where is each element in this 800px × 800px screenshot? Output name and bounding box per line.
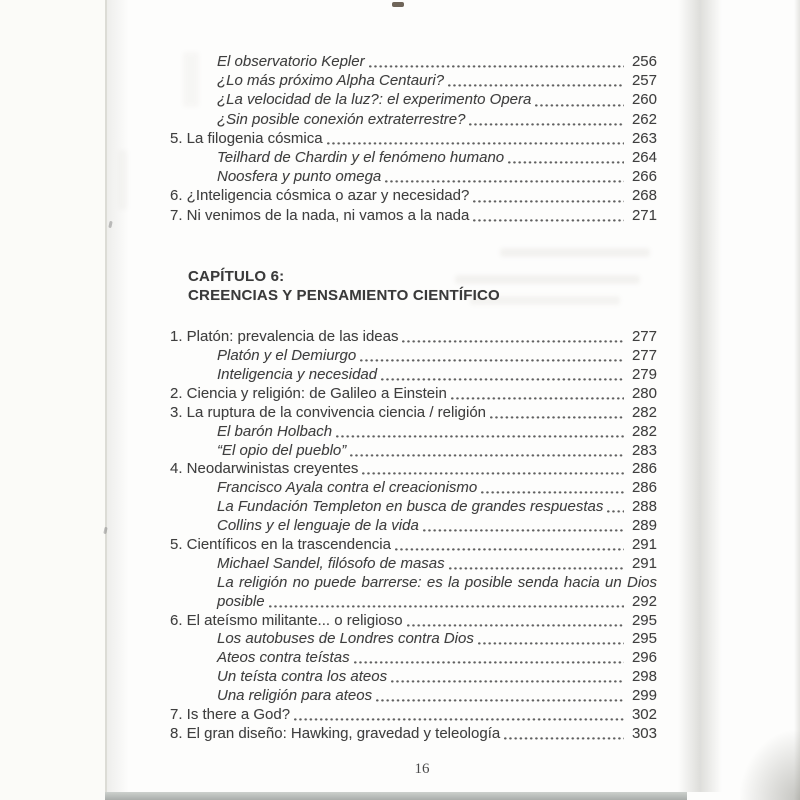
entry-page-number: 291 <box>631 554 657 572</box>
entry-label: 8. El gran diseño: Hawking, gravedad y teleología <box>170 724 501 742</box>
scan-speck <box>392 2 404 7</box>
toc-entry <box>170 442 657 461</box>
toc-entry <box>170 385 657 404</box>
toc-entry <box>170 536 657 555</box>
dot-leader <box>481 479 624 498</box>
entry-label: 6. El ateísmo militante... o religioso <box>170 611 403 629</box>
dot-leader <box>451 385 624 404</box>
toc-entry <box>170 423 657 442</box>
entry-page-number: 299 <box>631 687 657 705</box>
chapter-heading-line2: CREENCIAS Y PENSAMIENTO CIENTÍFICO <box>188 286 500 304</box>
dot-leader <box>607 498 624 517</box>
dot-leader <box>381 366 624 385</box>
entry-label: posible <box>217 592 265 610</box>
toc-entry <box>170 207 657 226</box>
toc-entry <box>170 517 657 536</box>
entry-label: Un teísta contra los ateos <box>217 668 388 686</box>
entry-label: 5. La filogenia cósmica <box>170 129 323 147</box>
scanner-margin <box>0 0 107 800</box>
entry-page-number: 277 <box>631 347 657 365</box>
toc-entry <box>170 187 657 206</box>
toc-entry <box>170 91 657 110</box>
dot-leader <box>504 725 624 744</box>
entry-label: El barón Holbach <box>217 422 333 440</box>
entry-label: Platón y el Demiurgo <box>217 347 357 365</box>
dot-leader <box>469 111 624 130</box>
entry-page-number: 282 <box>631 422 657 440</box>
entry-page-number: 289 <box>631 517 657 535</box>
entry-label: 7. Ni venimos de la nada, ni vamos a la nada <box>170 206 470 224</box>
entry-page-number: 283 <box>631 441 657 459</box>
entry-page-number: 296 <box>631 649 657 667</box>
dot-leader <box>423 517 624 536</box>
toc-entry <box>170 404 657 423</box>
entry-page-number: 264 <box>631 148 657 166</box>
entry-page-number: 263 <box>631 129 657 147</box>
entry-label: ¿Lo más próximo Alpha Centauri? <box>217 72 445 90</box>
entry-page-number: 277 <box>631 328 657 346</box>
bleedthrough-smudge <box>118 150 128 210</box>
dot-leader <box>350 442 624 461</box>
chapter-heading-line1: CAPÍTULO 6: <box>188 268 285 286</box>
entry-page-number: 286 <box>631 460 657 478</box>
toc-top-block <box>170 53 657 226</box>
dot-leader <box>336 423 624 442</box>
entry-page-number: 257 <box>631 72 657 90</box>
page-right-edge <box>794 0 800 800</box>
dot-leader <box>327 130 624 149</box>
dot-leader <box>269 593 624 612</box>
entry-page-number: 260 <box>631 91 657 109</box>
entry-page-number: 298 <box>631 668 657 686</box>
toc-chapter6-block <box>170 328 657 744</box>
entry-page-number: 268 <box>631 187 657 205</box>
entry-label: Teilhard de Chardin y el fenómeno humano <box>217 148 505 166</box>
toc-entry <box>170 630 657 649</box>
entry-label: Michael Sandel, filósofo de masas <box>217 554 445 572</box>
toc-entry <box>170 687 657 706</box>
toc-content <box>170 53 657 744</box>
entry-label: 1. Platón: prevalencia de las ideas <box>170 328 399 346</box>
entry-label: Inteligencia y necesidad <box>217 365 378 383</box>
entry-label: Francisco Ayala contra el creacionismo <box>217 479 478 497</box>
dot-leader <box>490 404 624 423</box>
dot-leader <box>391 668 624 687</box>
entry-page-number: 303 <box>631 724 657 742</box>
toc-entry <box>170 649 657 668</box>
dot-leader <box>376 687 624 706</box>
toc-entry <box>170 111 657 130</box>
corner-shadow <box>740 730 800 800</box>
toc-entry <box>170 168 657 187</box>
entry-label: Los autobuses de Londres contra Dios <box>217 630 474 648</box>
entry-page-number: 279 <box>631 365 657 383</box>
toc-entry <box>170 593 657 612</box>
entry-label: 7. Is there a God? <box>170 706 291 723</box>
toc-entry <box>170 328 657 347</box>
toc-entry <box>170 555 657 574</box>
toc-entry <box>170 498 657 517</box>
entry-page-number: 295 <box>631 611 657 629</box>
entry-label: Noosfera y punto omega <box>217 168 382 186</box>
dot-leader <box>478 630 624 649</box>
entry-label: 3. La ruptura de la convivencia ciencia / religión <box>170 403 487 421</box>
dot-leader <box>402 328 624 347</box>
dot-leader <box>294 706 624 725</box>
toc-entry <box>170 479 657 498</box>
entry-page-number: 266 <box>631 168 657 186</box>
entry-label: Ateos contra teístas <box>217 649 350 667</box>
dot-leader <box>360 347 624 366</box>
entry-label: 5. Científicos en la trascendencia <box>170 535 391 553</box>
entry-page-number: 256 <box>631 53 657 70</box>
entry-page-number: 262 <box>631 110 657 128</box>
entry-page-number: 302 <box>631 706 657 723</box>
dot-leader <box>395 536 624 555</box>
dot-leader <box>473 187 624 206</box>
entry-label: ¿La velocidad de la luz?: el experimento Opera <box>217 91 532 109</box>
page-right-shadow <box>678 0 722 792</box>
entry-page-number: 286 <box>631 479 657 497</box>
page-bottom-edge <box>105 792 687 800</box>
page-left-edge-shadow <box>107 0 129 792</box>
toc-entry <box>170 149 657 168</box>
entry-label: El observatorio Kepler <box>217 53 365 70</box>
toc-entry <box>170 460 657 479</box>
entry-page-number: 292 <box>631 592 657 610</box>
dot-leader <box>473 207 624 226</box>
dot-leader <box>448 72 624 91</box>
dot-leader <box>362 460 624 479</box>
toc-entry <box>170 668 657 687</box>
entry-label: 6. ¿Inteligencia cósmica o azar y necesidad? <box>170 187 470 205</box>
dot-leader <box>407 612 624 631</box>
chapter-heading <box>188 268 657 305</box>
entry-page-number: 271 <box>631 206 657 224</box>
entry-label: “El opio del pueblo” <box>217 441 347 459</box>
entry-page-number: 295 <box>631 630 657 648</box>
dot-leader <box>449 555 624 574</box>
entry-label: 4. Neodarwinistas creyentes <box>170 460 359 478</box>
entry-page-number: 288 <box>631 498 657 516</box>
entry-label: ¿Sin posible conexión extraterrestre? <box>217 110 466 128</box>
toc-entry <box>170 366 657 385</box>
entry-page-number: 291 <box>631 535 657 553</box>
entry-label: Una religión para ateos <box>217 687 373 705</box>
entry-page-number: 282 <box>631 403 657 421</box>
dot-leader <box>385 168 624 187</box>
entry-label: 2. Ciencia y religión: de Galileo a Einstein <box>170 384 447 402</box>
toc-entry <box>170 72 657 91</box>
toc-entry <box>170 706 657 725</box>
toc-entry <box>170 612 657 631</box>
dot-leader <box>508 149 624 168</box>
entry-label: Collins y el lenguaje de la vida <box>217 517 419 535</box>
folio-page-number: 16 <box>414 761 430 777</box>
dot-leader <box>369 53 624 72</box>
entry-label: La Fundación Templeton en busca de grandes respuestas <box>217 498 604 516</box>
toc-entry <box>170 347 657 366</box>
toc-entry <box>170 574 657 593</box>
entry-page-number: 280 <box>631 384 657 402</box>
toc-entry <box>170 725 657 744</box>
dot-leader <box>354 649 624 668</box>
toc-entry <box>170 53 657 72</box>
dot-leader <box>535 91 624 110</box>
entry-label: La religión no puede barrerse: es la posible senda hacia un Dios <box>217 573 657 591</box>
toc-entry <box>170 130 657 149</box>
